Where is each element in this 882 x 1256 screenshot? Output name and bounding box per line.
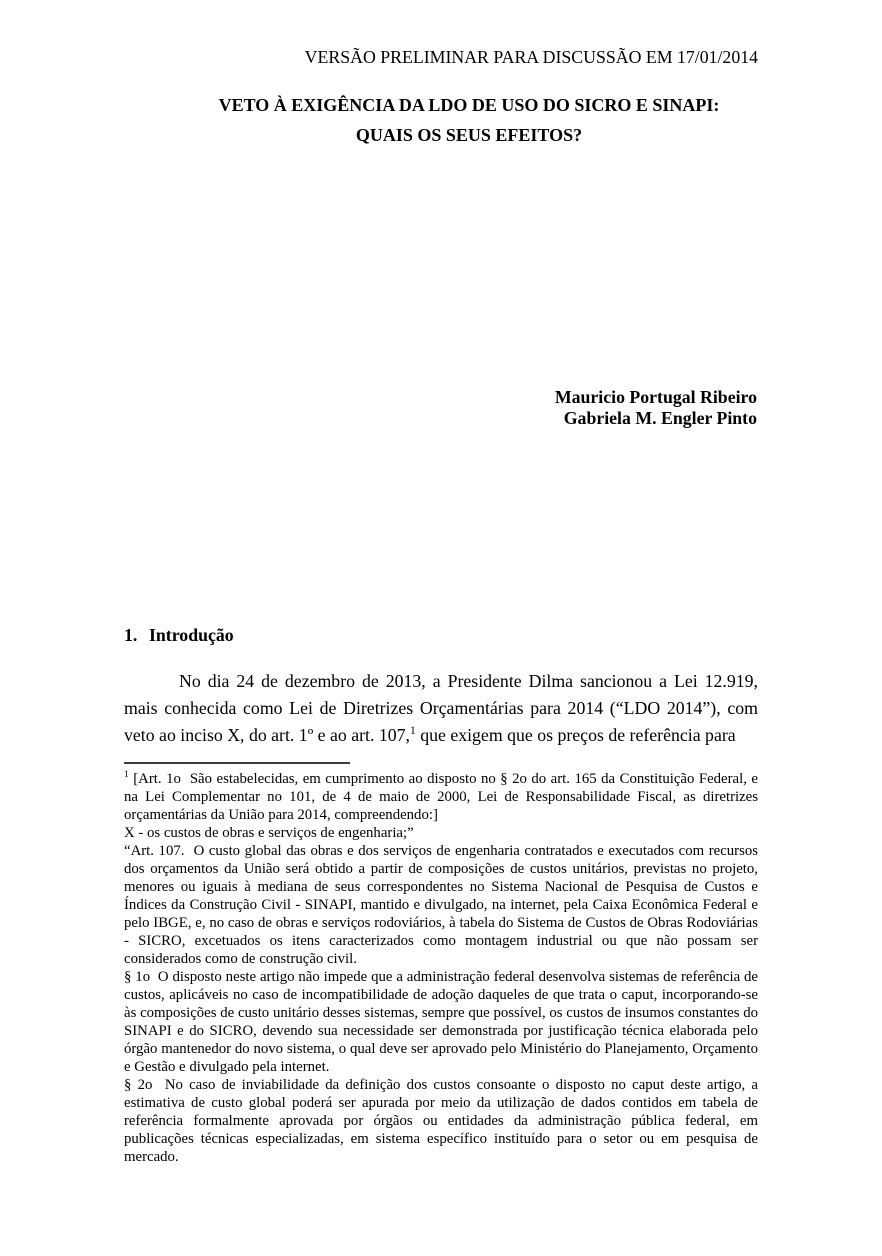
footnote-marker: 1 (124, 770, 129, 781)
author-name-1: Mauricio Portugal Ribeiro (554, 387, 757, 407)
intro-paragraph-text-continued: que exigem que os preços de referência para (415, 725, 736, 745)
footnote-paragraph-4: § 1o O disposto neste artigo não impede que a administração federal desenvolva sistemas de referência de custos, aplicáveis no caso de incompatibilidade de adoção daqueles de que trata o caput, incorporando-se às composições de custo unitário desses sistemas, sempre que possível, os custos de insumos constantes do SINAPI e do SICRO, devendo sua necessidade ser demonstrada por justificação técnica elaborada pelo órgão mantenedor do novo sistema, o qual deve ser aprovado pelo Ministério do Planejamento, Orçamento e Gestão e divulgado pela internet. (124, 969, 758, 1075)
footnote-paragraph-1 (124, 770, 758, 824)
title-line-2: QUAIS OS SEUS EFEITOS? (355, 124, 583, 145)
footnote-reference: 1 (410, 725, 416, 738)
footnote-separator (124, 762, 350, 764)
author-name-2: Gabriela M. Engler Pinto (563, 407, 757, 428)
footnote-text-1: [Art. 1o São estabelecidas, em cumprimento ao disposto no § 2o do art. 165 da Constituição Federal, e na Lei Complementar no 101, de 4 de maio de 2000, Lei de Responsabilidade Fiscal, as diretrizes orçamentárias da União para 2014, compreendendo:] (124, 771, 758, 823)
document-title (124, 91, 814, 150)
title-line-1: VETO À EXIGÊNCIA DA LDO DE USO DO SICRO E SINAPI: (218, 95, 720, 115)
version-header: VERSÃO PRELIMINAR PARA DISCUSSÃO EM 17/01/2014 (304, 47, 758, 67)
footnote-paragraph-2: X - os custos de obras e serviços de engenharia;” (124, 825, 414, 841)
footnote-paragraph-5: § 2o No caso de inviabilidade da definição dos custos consoante o disposto no caput deste artigo, a estimativa de custo global poderá ser apurada por meio da utilização de dados contidos em tabela de referência formalmente aprovada por órgãos ou entidades da administração pública federal, em publicações técnicas especializadas, em sistema específico instituído para o setor ou em pesquisa de mercado. (124, 1077, 758, 1165)
intro-paragraph-text: No dia 24 de dezembro de 2013, a Presidente Dilma sancionou a Lei 12.919, mais conhecida como Lei de Diretrizes Orçamentárias para 2014 (“LDO 2014”), com veto ao inciso X, do art. 1º e ao art. 107, (124, 671, 758, 745)
section-number: 1. (124, 625, 138, 645)
section-title: Introdução (149, 625, 234, 645)
footnote-paragraph-3: “Art. 107. O custo global das obras e dos serviços de engenharia contratados e executados com recursos dos orçamentos da União será obtido a partir de composições de custos unitários, previstas no projeto, menores ou iguais à mediana de seus correspondentes no Sistema Nacional de Pesquisa de Custos e Índices da Construção Civil - SINAPI, mantido e divulgado, na internet, pela Caixa Econômica Federal e pelo IBGE, e, no caso de obras e serviços rodoviários, à tabela do Sistema de Custos de Obras Rodoviárias - SICRO, excetuados os itens caracterizados como montagem industrial ou que não possam ser considerados como de construção civil. (124, 843, 758, 967)
section-heading (124, 622, 758, 649)
intro-paragraph (124, 668, 758, 749)
footnote-block (124, 770, 758, 1166)
authors-block (124, 387, 757, 428)
